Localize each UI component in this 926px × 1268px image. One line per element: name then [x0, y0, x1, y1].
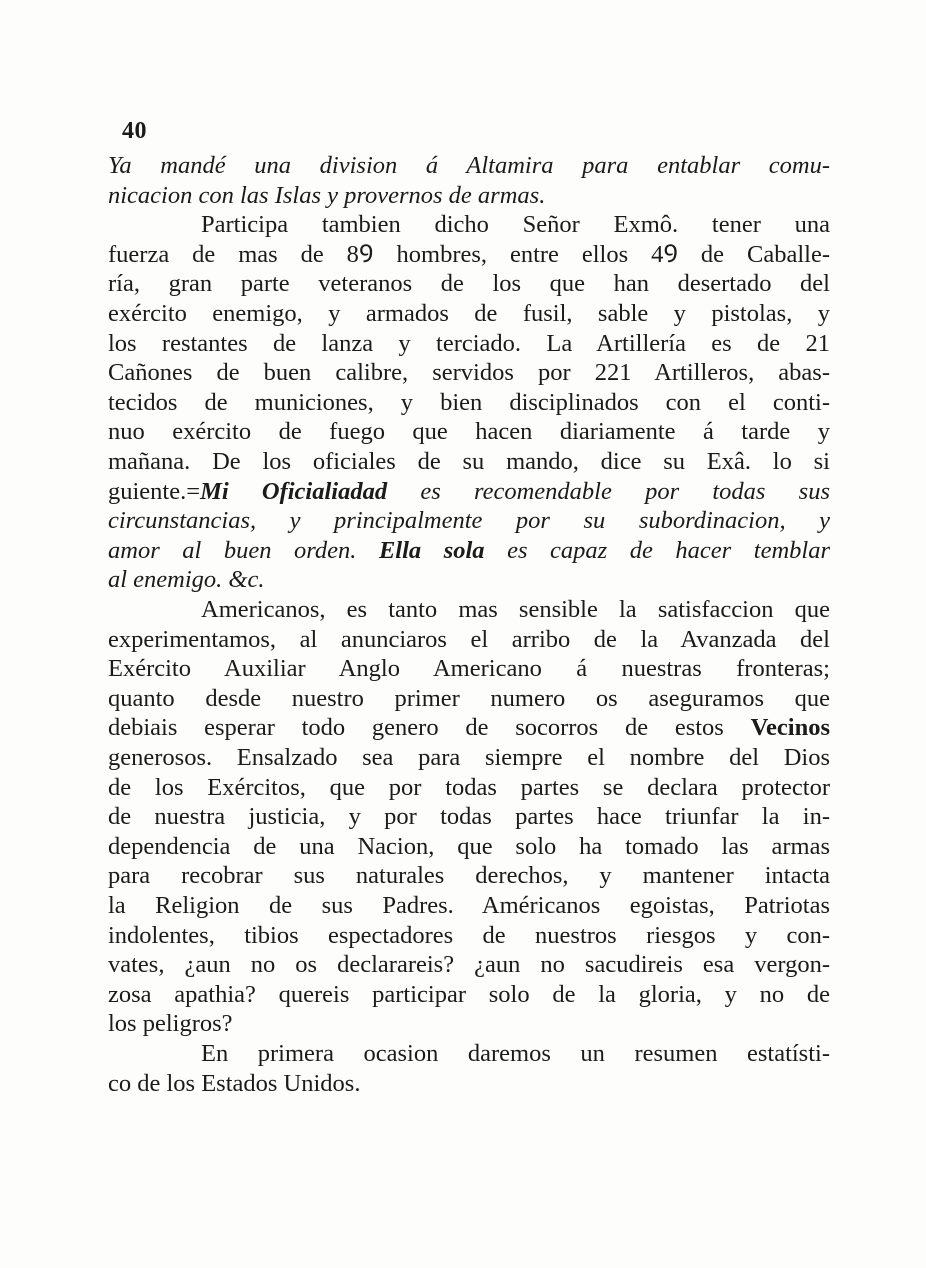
text-segment: debiais esperar todo genero de socorros de estos [108, 714, 751, 742]
text-segment: experimentamos, al anunciaros el arribo de la Avanzada del [108, 625, 830, 653]
text-segment: vates, ¿aun no os declarareis? ¿aun no sacudireis esa vergon- [108, 951, 830, 979]
text-segment: los restantes de lanza y terciado. La Artillería es de 21 [108, 329, 830, 357]
text-line [201, 1039, 830, 1069]
text-segment: dependencia de una Nacion, que solo ha tomado las armas [108, 832, 830, 860]
text-segment: Exército Auxiliar Anglo Americano á nuestras fronteras; [108, 655, 830, 683]
text-segment: co de los Estados Unidos. [108, 1069, 361, 1097]
text-segment: fuerza de mas de 8Ꝯ hombres, entre ellos 4Ꝯ de Caballe- [108, 240, 830, 268]
text-line [108, 269, 830, 299]
text-line [108, 891, 830, 921]
text-line [108, 329, 830, 359]
text-line [108, 506, 830, 536]
text-segment: nuo exército de fuego que hacen diariamente á tarde y [108, 418, 830, 446]
text-line [108, 802, 830, 832]
text-line [108, 773, 830, 803]
text-line [108, 181, 830, 211]
text-line [108, 980, 830, 1010]
text-line [108, 240, 830, 270]
text-segment: zosa apathia? quereis participar solo de la gloria, y no de [108, 980, 830, 1008]
text-line [108, 358, 830, 388]
text-segment: generosos. Ensalzado sea para siempre el nombre del Dios [108, 744, 830, 771]
text-line [108, 684, 830, 714]
text-segment: tecidos de municiones, y bien disciplinados con el conti- [108, 388, 830, 416]
text-line [108, 536, 830, 566]
text-segment: nicacion con las Islas y provernos de armas. [108, 181, 546, 209]
text-line [108, 832, 830, 862]
text-line [108, 151, 830, 181]
text-segment: Vecinos [750, 714, 830, 742]
text-line [108, 477, 830, 507]
text-line [108, 950, 830, 980]
page-number: 40 [122, 118, 147, 144]
text-segment: de nuestra justicia, y por todas partes hace triunfar la in- [108, 803, 830, 831]
text-line [108, 921, 830, 951]
text-segment: la Religion de sus Padres. Américanos egoistas, Patriotas [108, 892, 830, 919]
text-line [108, 861, 830, 891]
text-segment: quanto desde nuestro primer numero os aseguramos que [108, 684, 830, 712]
text-segment: exército enemigo, y armados de fusil, sable y pistolas, y [108, 300, 830, 327]
text-segment: Cañones de buen calibre, servidos por 221 Artilleros, abas- [108, 359, 830, 387]
text-segment: Mi Oficialiadad [200, 477, 388, 505]
text-segment: circunstancias, y principalmente por su subordinacion, y [108, 507, 830, 535]
text-line [108, 388, 830, 418]
text-line [108, 654, 830, 684]
text-segment: al enemigo. &c. [108, 566, 265, 594]
text-segment: los peligros? [108, 1010, 233, 1038]
text-line [201, 210, 830, 240]
text-line [108, 713, 830, 743]
text-segment: amor al buen orden. [108, 536, 379, 564]
text-line [108, 1069, 830, 1099]
text-segment: mañana. De los oficiales de su mando, dice su Exâ. lo si [108, 448, 830, 475]
text-line [108, 743, 830, 773]
text-line [108, 565, 830, 595]
text-segment: es capaz de hacer temblar [484, 536, 830, 564]
text-segment: guiente.= [108, 477, 201, 505]
text-segment: es recomendable por todas sus [387, 477, 830, 505]
text-line [108, 1009, 830, 1039]
text-line [201, 595, 830, 625]
text-line [108, 417, 830, 447]
text-line [108, 447, 830, 477]
text-segment: ría, gran parte veteranos de los que han desertado del [108, 270, 830, 298]
text-segment: En primera ocasion daremos un resumen estatísti- [201, 1040, 830, 1067]
text-segment: Participa tambien dicho Señor Exmô. tener una [201, 211, 830, 239]
text-segment: Ya mandé una division á Altamira para entablar comu- [108, 152, 830, 179]
text-segment: Ella sola [378, 536, 485, 564]
text-segment: indolentes, tibios espectadores de nuestros riesgos y con- [108, 921, 830, 949]
text-line [108, 299, 830, 329]
text-segment: para recobrar sus naturales derechos, y mantener intacta [108, 862, 830, 890]
text-segment: Americanos, es tanto mas sensible la satisfaccion que [201, 596, 830, 623]
text-segment: de los Exércitos, que por todas partes se declara protector [108, 773, 830, 801]
text-line [108, 625, 830, 655]
